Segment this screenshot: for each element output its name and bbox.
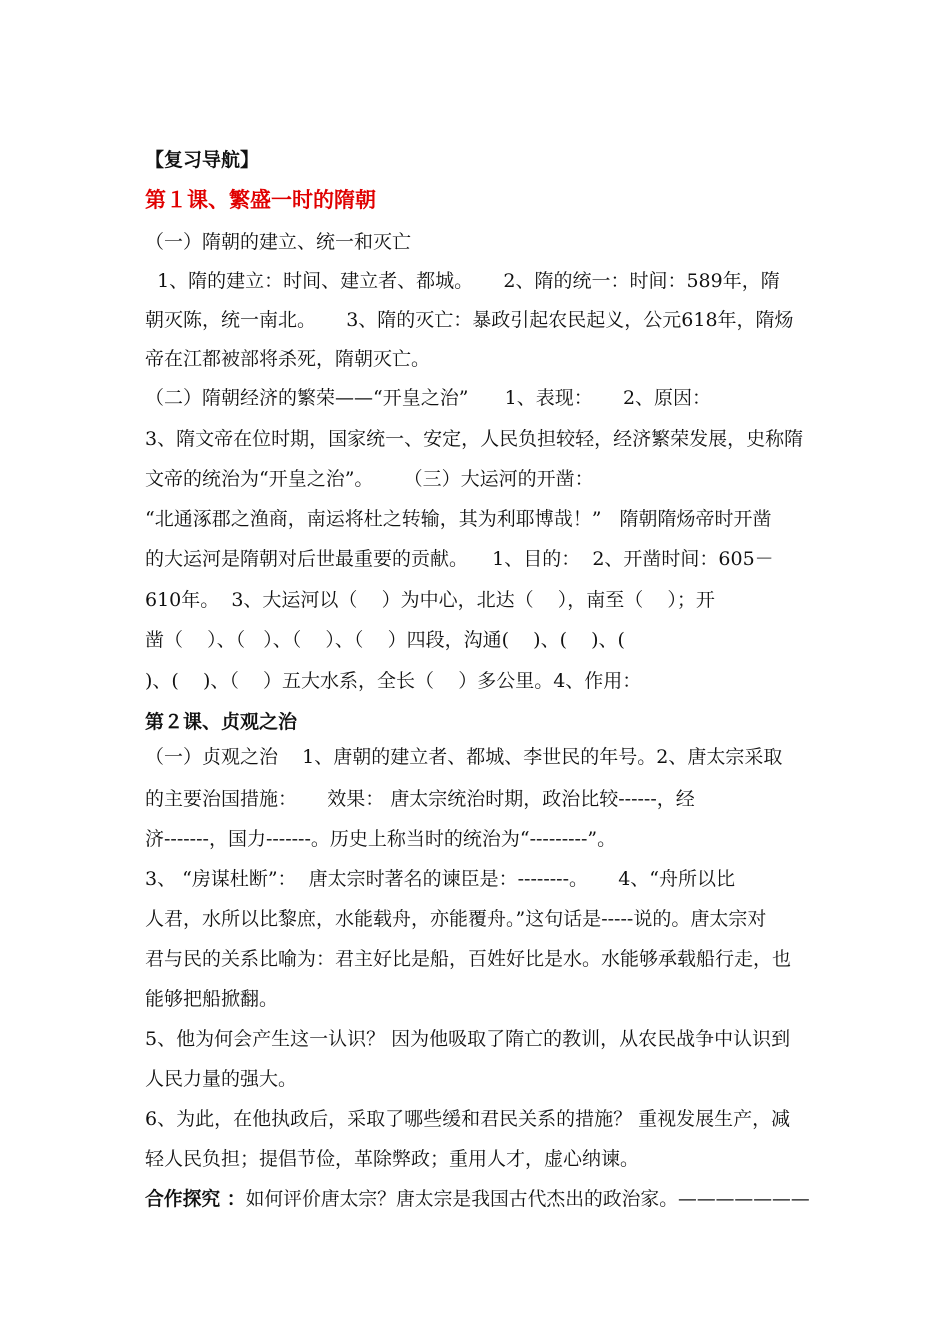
lesson1-line: 凿（ ）、（ ）、（ ）、（ ）四段，沟通( )、( )、(	[145, 629, 625, 651]
cooperation-label: 合作探究 ：	[145, 1188, 246, 1210]
lesson1-line: （二）隋朝经济的繁荣——“开皇之治” 1、表现： 2、原因：	[145, 387, 712, 409]
lesson1-line: 3、隋文帝在位时期，国家统一、安定，人民负担较轻，经济繁荣发展，史称隋	[145, 428, 804, 450]
lesson2-line: 6、为此，在他执政后，采取了哪些缓和君民关系的措施？ 重视发展生产，减	[145, 1108, 791, 1130]
lesson1-line: 610年。 3、大运河以（ ）为中心，北达（ ），南至（ ）；开	[145, 589, 715, 611]
lesson2-line: 轻人民负担；提倡节俭，革除弊政；重用人才，虚心纳谏。	[145, 1148, 640, 1170]
lesson2-line: 3、 “房谋杜断”： 唐太宗时著名的谏臣是：--------。 4、“舟所以比	[145, 868, 735, 890]
lesson1-line: 1、隋的建立：时间、建立者、都城。 2、隋的统一：时间：589年，隋	[145, 270, 780, 292]
lesson1-line: )、( )、（ ）五大水系，全长（ ）多公里。4、作用：	[145, 670, 642, 692]
lesson2-line: 5、他为何会产生这一认识？ 因为他吸取了隋亡的教训，从农民战争中认识到	[145, 1028, 791, 1050]
lesson1-line: “北通涿郡之渔商，南运将杜之转输，其为利耶博哉！” 隋朝隋炀帝时开凿	[145, 508, 772, 530]
lesson2-line: 人君，水所以比黎庶，水能载舟，亦能覆舟。”这句话是-----说的。唐太宗对	[145, 908, 767, 930]
lesson1-line: （一）隋朝的建立、统一和灭亡	[145, 231, 412, 253]
lesson1-line: 帝在江都被部将杀死，隋朝灭亡。	[145, 348, 431, 370]
lesson1-line: 的大运河是隋朝对后世最重要的贡献。 1、目的： 2、开凿时间：605－	[145, 548, 774, 570]
lesson2-line: 能够把船掀翻。	[145, 988, 279, 1010]
lesson1-line: 朝灭陈，统一南北。 3、隋的灭亡：暴政引起农民起义，公元618年，隋炀	[145, 309, 794, 331]
lesson2-line: 人民力量的强大。	[145, 1068, 298, 1090]
cooperation-text: 如何评价唐太宗？唐太宗是我国古代杰出的政治家。———————	[245, 1188, 810, 1210]
cooperation-line	[145, 1186, 810, 1212]
lesson2-line: 的主要治国措施： 效果： 唐太宗统治时期，政治比较------，经	[145, 788, 695, 810]
lesson2-line: 君与民的关系比喻为：君主好比是船，百姓好比是水。水能够承载船行走，也	[145, 948, 792, 970]
lesson2-line: （一）贞观之治 1、唐朝的建立者、都城、李世民的年号。2、唐太宗采取	[145, 746, 783, 768]
lesson2-line: 济-------，国力-------。历史上称当时的统治为“---------”。	[145, 828, 617, 850]
lesson1-line: 文帝的统治为“开皇之治”。 （三）大运河的开凿：	[145, 468, 594, 490]
lesson1-title: 第１课、繁盛一时的隋朝	[145, 188, 376, 212]
nav-heading: 【复习导航】	[145, 149, 260, 171]
lesson2-title: 第２课、贞观之治	[145, 711, 298, 733]
